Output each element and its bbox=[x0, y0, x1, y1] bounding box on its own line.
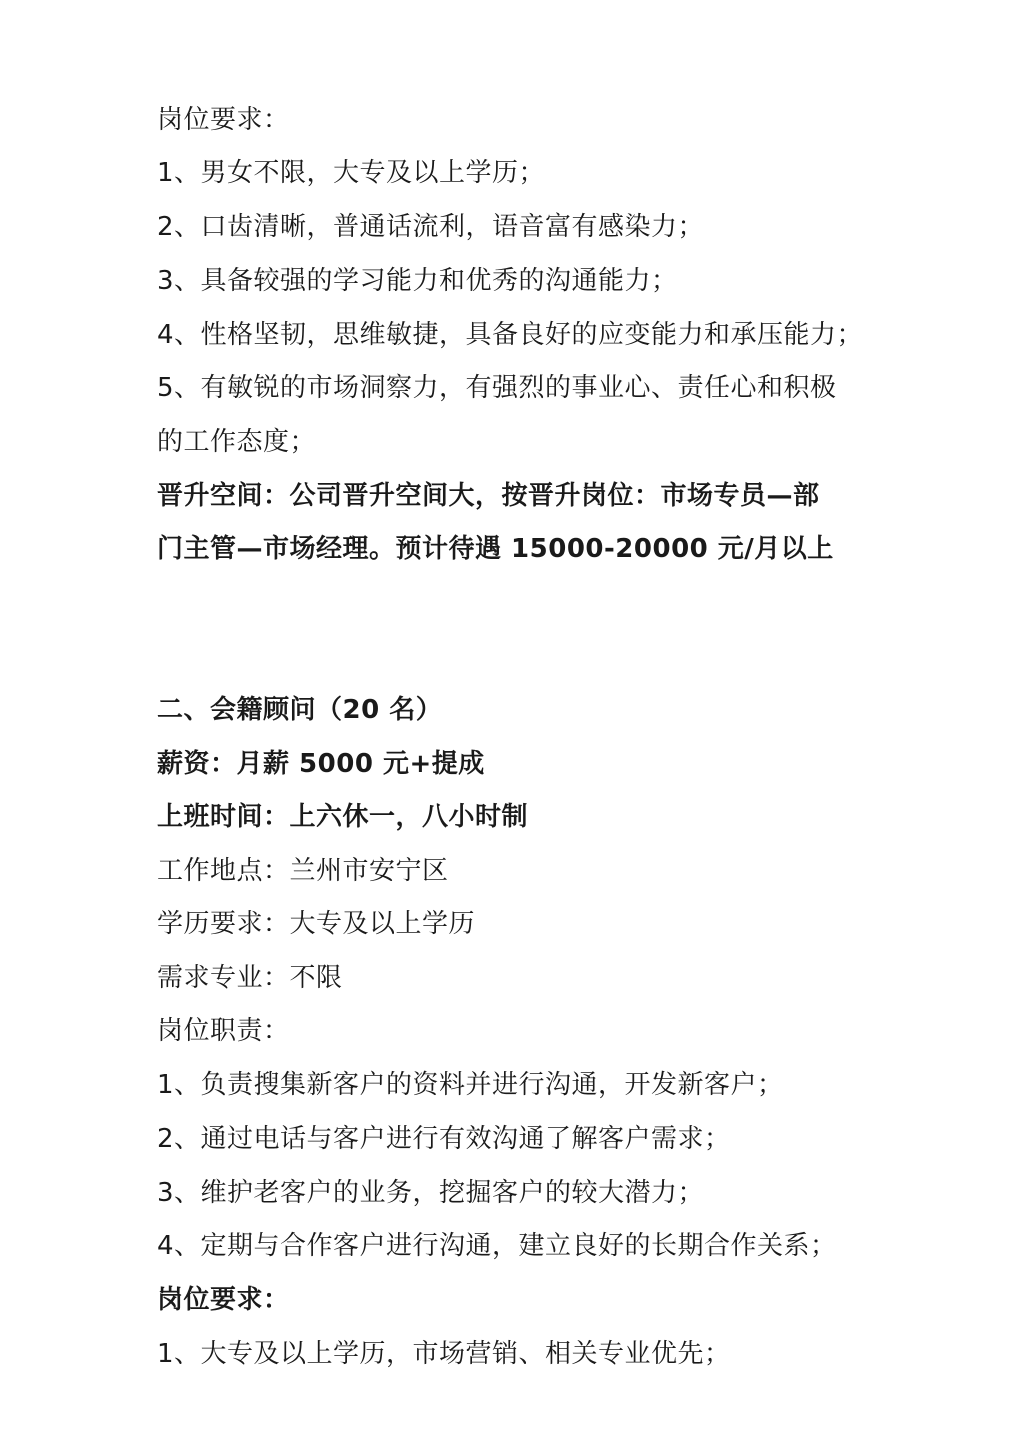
requirement-item: 5、有敏锐的市场洞察力，有强烈的事业心、责任心和积极 bbox=[157, 373, 837, 403]
requirement-item: 1、男女不限，大专及以上学历； bbox=[157, 158, 546, 188]
requirement-item: 4、性格坚韧，思维敏捷，具备良好的应变能力和承压能力； bbox=[157, 320, 864, 350]
requirements-heading: 岗位要求： bbox=[157, 1285, 290, 1315]
duties-heading: 岗位职责： bbox=[157, 1016, 290, 1046]
duty-item: 2、通过电话与客户进行有效沟通了解客户需求； bbox=[157, 1124, 731, 1154]
section-title: 二、会籍顾问（20 名） bbox=[157, 695, 443, 725]
requirement-item: 1、大专及以上学历，市场营销、相关专业优先； bbox=[157, 1339, 731, 1369]
duty-item: 1、负责搜集新客户的资料并进行沟通，开发新客户； bbox=[157, 1070, 784, 1100]
location-line: 工作地点：兰州市安宁区 bbox=[157, 856, 449, 886]
requirements-heading: 岗位要求： bbox=[157, 105, 290, 135]
requirement-item-continuation: 的工作态度； bbox=[157, 427, 317, 457]
education-line: 学历要求：大专及以上学历 bbox=[157, 909, 476, 939]
major-line: 需求专业：不限 bbox=[157, 963, 343, 993]
work-time-line: 上班时间：上六休一，八小时制 bbox=[157, 802, 529, 832]
requirement-item: 3、具备较强的学习能力和优秀的沟通能力； bbox=[157, 266, 678, 296]
salary-line: 薪资：月薪 5000 元+提成 bbox=[157, 749, 485, 779]
requirement-item: 2、口齿清晰，普通话流利，语音富有感染力； bbox=[157, 212, 705, 242]
promotion-line: 晋升空间：公司晋升空间大，按晋升岗位：市场专员—部 bbox=[157, 481, 820, 511]
duty-item: 3、维护老客户的业务，挖掘客户的较大潜力； bbox=[157, 1178, 705, 1208]
promotion-line: 门主管—市场经理。预计待遇 15000-20000 元/月以上 bbox=[157, 534, 834, 564]
duty-item: 4、定期与合作客户进行沟通，建立良好的长期合作关系； bbox=[157, 1231, 837, 1261]
